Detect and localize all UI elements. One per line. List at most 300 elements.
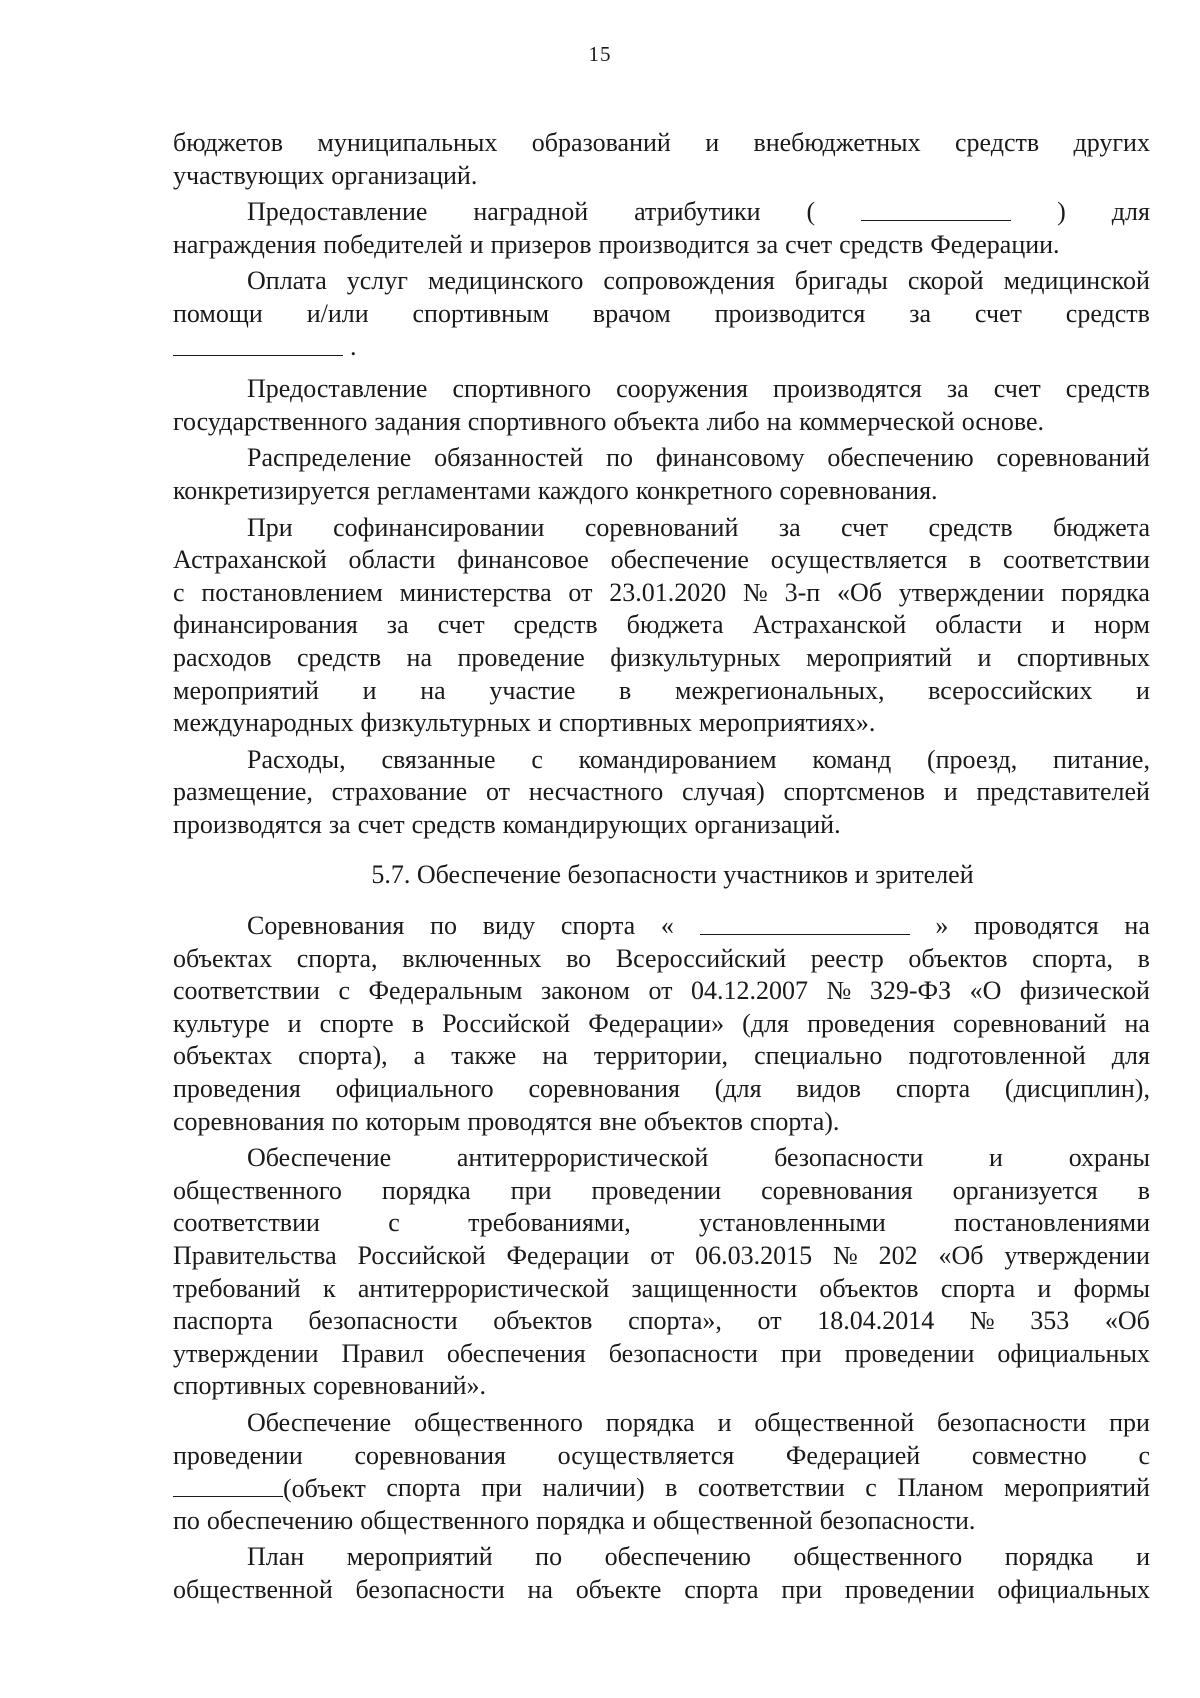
word: сопровождения	[603, 266, 775, 296]
word: защищенности	[631, 1273, 798, 1303]
document-body	[173, 127, 1150, 1607]
word: с	[338, 976, 350, 1006]
word: Всероссийский	[615, 943, 787, 973]
word: «О	[969, 976, 1002, 1006]
word: Планом	[897, 1473, 984, 1503]
paragraph-public-order	[173, 1407, 1150, 1537]
word: средств	[1065, 374, 1150, 404]
word: производится	[598, 229, 750, 259]
word: за	[386, 610, 409, 640]
word: №	[826, 976, 852, 1006]
word: включенных	[402, 943, 542, 973]
text-line	[173, 373, 1150, 406]
word: на	[406, 642, 433, 672]
word: 353	[1030, 1306, 1070, 1336]
word: совместно	[971, 1440, 1087, 1470]
text-line	[173, 512, 1150, 545]
word: №	[832, 1241, 858, 1270]
word: объектов	[819, 1273, 919, 1303]
word: виду	[482, 911, 536, 941]
text-line	[173, 1472, 1150, 1505]
word: безопасности	[355, 1574, 505, 1604]
word: Правительства	[173, 1241, 337, 1270]
word: территории,	[593, 1041, 729, 1071]
word: Федерации»	[588, 1008, 725, 1038]
word: несчастного	[528, 777, 664, 807]
word: объекте	[575, 1574, 662, 1604]
word: спорте	[319, 1008, 394, 1038]
word: бюджета	[1053, 512, 1150, 542]
word: скорой	[907, 266, 984, 296]
word: сооружения	[616, 374, 748, 404]
word: объектов	[908, 943, 1008, 973]
word: объекта	[613, 406, 700, 436]
word: и	[943, 777, 958, 807]
word: Правил	[341, 1338, 424, 1368]
text-line	[173, 1142, 1150, 1175]
word: связанные	[381, 744, 496, 774]
word: за	[946, 374, 969, 404]
word: спортивного	[452, 374, 592, 404]
paragraph-sports-facility	[173, 373, 1150, 438]
word: организуется	[952, 1175, 1098, 1205]
word: и	[469, 229, 484, 259]
word: производятся	[773, 374, 922, 404]
word: министерства	[399, 577, 552, 607]
text-line	[173, 642, 1150, 675]
word: Российской	[357, 1241, 486, 1270]
word: командирующих	[502, 809, 688, 839]
word: муниципальных	[317, 128, 498, 157]
word: постановлениями	[954, 1208, 1150, 1238]
word: от	[485, 777, 510, 807]
word: в	[969, 545, 982, 575]
word: (для	[742, 1008, 789, 1038]
word: соответствии	[697, 1473, 845, 1503]
word: с	[531, 744, 543, 774]
word: мероприятий	[806, 642, 953, 672]
text-line	[173, 1440, 1150, 1473]
word: на	[542, 1041, 568, 1071]
word: объектов	[643, 1106, 743, 1136]
word: 18.04.2014	[817, 1306, 935, 1336]
text-line	[173, 1240, 1150, 1273]
word: Распределение	[247, 443, 412, 473]
word: проведение	[457, 642, 585, 672]
text-line	[173, 975, 1150, 1008]
word: от	[757, 1306, 782, 1336]
word: спорта	[684, 1574, 759, 1604]
word: осуществляется	[557, 1440, 735, 1470]
word: спорта	[386, 1473, 461, 1503]
word: спорта	[940, 1273, 1016, 1303]
word: порядка	[536, 1505, 625, 1535]
word: бюджета	[626, 610, 724, 640]
word: каждого	[537, 475, 629, 505]
word: (проезд,	[926, 744, 1018, 774]
word: и	[1051, 610, 1066, 640]
word: по	[430, 911, 457, 941]
paragraph-plan	[173, 1541, 1150, 1606]
word: №	[969, 1306, 995, 1336]
word: соответствии	[173, 1208, 320, 1238]
word: участвующих	[173, 160, 325, 190]
word: командированием	[578, 744, 777, 774]
word: за	[909, 298, 932, 328]
word: страхование	[331, 777, 468, 807]
word: спортивных	[173, 1371, 307, 1401]
word: общественной	[173, 1574, 333, 1604]
word: либо	[706, 406, 760, 436]
word: всероссийских	[928, 675, 1093, 705]
word: спортивных	[1016, 642, 1150, 672]
word: реестр	[810, 943, 884, 973]
word: с	[173, 577, 185, 607]
word: к	[322, 1273, 336, 1303]
word: проведения	[173, 1074, 301, 1104]
word: с	[388, 1208, 400, 1238]
word: по	[606, 443, 634, 473]
word: соревнований	[584, 512, 739, 542]
word: (для	[714, 1074, 762, 1104]
word: спорта).	[749, 1106, 840, 1136]
word: победителей	[323, 229, 463, 259]
word: с	[1138, 1440, 1150, 1470]
word: соревнования	[173, 1106, 325, 1136]
text-line	[173, 1338, 1150, 1371]
word: и	[537, 708, 552, 738]
word: постановлением	[201, 577, 383, 607]
paragraph-obligations	[173, 442, 1150, 507]
word: соревнований	[952, 1008, 1107, 1038]
word: наградной	[473, 197, 589, 227]
text-line	[173, 127, 1150, 160]
word: и	[1136, 675, 1150, 705]
word: Обеспечение	[247, 1143, 392, 1173]
word: средств	[839, 229, 924, 259]
word: счет	[357, 809, 405, 839]
text-line	[173, 298, 1150, 331]
text-line	[173, 1207, 1150, 1240]
text-line	[173, 544, 1150, 577]
word: проведения	[807, 1008, 935, 1038]
word: размещение,	[173, 777, 313, 807]
word: установленными	[699, 1208, 886, 1238]
text-line	[173, 196, 1150, 229]
section-heading: 5.7. Обеспечение безопасности участников и зрителей	[371, 860, 974, 890]
word: по	[173, 1505, 200, 1535]
word: вне	[599, 1106, 637, 1136]
word: 04.12.2007	[691, 976, 809, 1006]
word: бригады	[794, 266, 888, 296]
text-line	[173, 406, 1150, 439]
text-line	[173, 577, 1150, 610]
word: культуре	[173, 1008, 270, 1038]
word: обеспечению	[604, 1542, 751, 1572]
word: международных	[173, 708, 354, 738]
word: области	[935, 610, 1023, 640]
word: проведении	[844, 1338, 975, 1368]
word: внебюджетных	[753, 128, 921, 157]
word: Оплата	[247, 266, 327, 296]
word: за	[778, 512, 801, 542]
word: мероприятий	[1003, 1473, 1150, 1503]
word: наличии)	[542, 1473, 645, 1503]
word: официальных	[997, 1574, 1150, 1604]
word: паспорта	[173, 1306, 273, 1336]
text-line	[173, 229, 1150, 262]
word: в	[619, 675, 632, 705]
word: финансирования	[173, 610, 358, 640]
word: конкретизируется	[173, 475, 370, 505]
word: в	[665, 1473, 678, 1503]
word: во	[566, 943, 592, 973]
fill-in-blank	[861, 196, 1011, 229]
word: и	[1136, 1542, 1150, 1572]
word: счет	[974, 298, 1022, 328]
word: Астраханской	[173, 545, 327, 575]
word: антитеррористической	[456, 1143, 709, 1173]
word: задания	[374, 406, 461, 436]
word: коммерческой	[799, 406, 955, 436]
word: счет	[993, 374, 1041, 404]
word: за	[756, 229, 779, 259]
text-line	[173, 1541, 1150, 1574]
word: проведении	[173, 1440, 303, 1470]
word: в	[1137, 943, 1150, 973]
word: соревнования	[761, 1175, 913, 1205]
word: также	[451, 1041, 517, 1071]
word: и	[705, 128, 720, 157]
word: средств	[411, 809, 496, 839]
word: при	[481, 1473, 523, 1503]
word: услуг	[346, 266, 408, 296]
word: формы	[1073, 1273, 1150, 1303]
word: физической	[1019, 976, 1150, 1006]
text-line	[173, 1370, 1150, 1403]
word: общественного	[793, 1542, 963, 1572]
word: в	[411, 1008, 424, 1038]
word: участие	[489, 675, 576, 705]
text-line	[173, 943, 1150, 976]
word: соответствии	[1003, 545, 1150, 575]
word: производится	[714, 298, 866, 328]
text-line	[173, 776, 1150, 809]
word: утверждении	[173, 1338, 319, 1368]
word: спорта,	[296, 943, 378, 973]
word: помощи	[173, 298, 263, 328]
word: специально	[754, 1041, 883, 1071]
word: охраны	[1068, 1143, 1150, 1173]
text-line	[173, 1106, 1150, 1139]
word: средств	[1065, 298, 1150, 328]
security-block	[173, 910, 1150, 1606]
word: счет	[841, 512, 889, 542]
word: проведении	[844, 1574, 975, 1604]
word: Федерацией	[785, 1440, 921, 1470]
word: которым	[365, 1106, 461, 1136]
word: официального	[335, 1074, 494, 1104]
text-line	[173, 1040, 1150, 1073]
word: норм	[1094, 610, 1150, 640]
word: Федеральным	[368, 976, 523, 1006]
text-line	[173, 809, 1150, 842]
word: утверждении	[1004, 1241, 1150, 1270]
word: медицинского	[427, 266, 584, 296]
word: средств	[928, 512, 1013, 542]
word: на	[766, 406, 793, 436]
word: питание,	[1053, 744, 1150, 774]
word: врачом	[592, 298, 671, 328]
word: расходов	[173, 642, 272, 672]
word: Астраханской	[752, 610, 907, 640]
word: для	[1111, 197, 1150, 227]
word: 23.01.2020	[609, 577, 727, 607]
word: государственного	[173, 406, 368, 436]
word: счет	[785, 229, 833, 259]
word: по	[535, 1542, 563, 1572]
word: области	[348, 545, 436, 575]
word: конкретного	[635, 475, 773, 505]
text-line	[173, 675, 1150, 708]
word: общественной	[652, 1505, 813, 1535]
word: других	[1073, 128, 1150, 157]
word: соревнования	[354, 1440, 506, 1470]
word: общественного	[360, 1505, 530, 1535]
word: образований	[531, 128, 671, 157]
word: бюджетов	[173, 128, 284, 157]
word: призеров	[490, 229, 592, 259]
paragraph-sports-objects	[173, 910, 1150, 1138]
word: При	[247, 512, 293, 542]
word: »	[935, 911, 949, 941]
word: от	[650, 1241, 675, 1270]
word: на	[420, 675, 446, 705]
word: проведении	[591, 1175, 722, 1205]
word: физкультурных	[360, 708, 531, 738]
word: соревнования.	[779, 475, 938, 505]
word: награждения	[173, 229, 317, 259]
word: от	[568, 577, 593, 607]
word: Обеспечение	[247, 1407, 392, 1437]
text-line	[173, 475, 1150, 508]
paragraph-cofinancing	[173, 512, 1150, 740]
word: проводятся	[974, 911, 1099, 941]
word: медицинской	[1003, 266, 1150, 296]
word: по	[331, 1106, 359, 1136]
word: безопасности	[608, 1338, 758, 1368]
word: и	[631, 1505, 646, 1535]
word: спорта»,	[628, 1306, 722, 1336]
text-line	[173, 442, 1150, 475]
word: и	[989, 1143, 1003, 1173]
text-line	[173, 160, 1150, 193]
word: утверждении	[898, 577, 1045, 607]
word: обеспечению	[827, 443, 974, 473]
word: организаций.	[331, 160, 478, 190]
word: соревнования	[528, 1074, 680, 1104]
fill-in-blank	[173, 331, 343, 364]
word: спорта	[895, 1074, 971, 1104]
word: №	[743, 577, 768, 607]
word: спорта	[560, 911, 636, 941]
word: мероприятий	[346, 1542, 493, 1572]
fill-in-blank	[700, 910, 910, 943]
word: спортивного	[467, 406, 607, 436]
word: подготовленной	[908, 1041, 1086, 1071]
word: Федерации.	[930, 229, 1060, 259]
word: спорта),	[298, 1041, 388, 1071]
paragraph-medical-services	[173, 265, 1150, 363]
word: на	[1124, 911, 1150, 941]
word: межрегиональных,	[675, 675, 885, 705]
word: мероприятий	[173, 675, 319, 705]
word: требованиями,	[468, 1208, 631, 1238]
word: объектах	[173, 943, 273, 973]
word: соревнований	[996, 443, 1150, 473]
text-line	[173, 744, 1150, 777]
word: и	[717, 1407, 732, 1437]
word: представителей	[976, 777, 1150, 807]
word: План	[247, 1542, 305, 1572]
word: требований	[173, 1273, 301, 1303]
word: законом	[540, 976, 630, 1006]
word: безопасности	[936, 1407, 1087, 1437]
word: Федерации	[506, 1241, 630, 1270]
word: «	[660, 911, 674, 941]
word: Соревнования	[247, 911, 405, 941]
word: спортсменов	[783, 777, 925, 807]
word: случая)	[681, 777, 765, 807]
word: атрибутики	[634, 197, 761, 227]
word: при	[780, 1338, 822, 1368]
word: объектах	[173, 1041, 273, 1071]
word: 202	[878, 1241, 918, 1270]
word: и	[362, 675, 377, 705]
page-number: 15	[588, 42, 612, 66]
word: Российской	[442, 1008, 571, 1038]
word: спортивных	[558, 708, 692, 738]
word: физкультурных	[610, 642, 781, 672]
word: команд	[812, 744, 892, 774]
word: и	[977, 642, 992, 672]
word: с	[865, 1473, 877, 1503]
word: спортивным	[412, 298, 550, 328]
word: средств	[296, 642, 382, 672]
word: спорта,	[1032, 943, 1113, 973]
text-line	[173, 1273, 1150, 1306]
word: безопасности	[308, 1306, 458, 1336]
paragraph-antiterror	[173, 1142, 1150, 1403]
word: объектов	[493, 1306, 593, 1336]
word: и	[1037, 1273, 1052, 1303]
word: порядка	[605, 1407, 695, 1437]
word: софинансировании	[333, 512, 545, 542]
text-line	[173, 609, 1150, 642]
word: счет	[437, 610, 485, 640]
word: общественного	[173, 1175, 342, 1205]
text-line	[173, 1505, 1150, 1538]
text-line	[173, 1008, 1150, 1041]
word: для	[1111, 1041, 1150, 1071]
word: )	[1057, 197, 1066, 227]
word: порядка	[381, 1175, 471, 1205]
word: обеспечению	[206, 1505, 354, 1535]
word: порядка	[1061, 577, 1150, 607]
text-line	[173, 1073, 1150, 1106]
word: (	[806, 197, 816, 227]
word: безопасности	[774, 1143, 924, 1173]
